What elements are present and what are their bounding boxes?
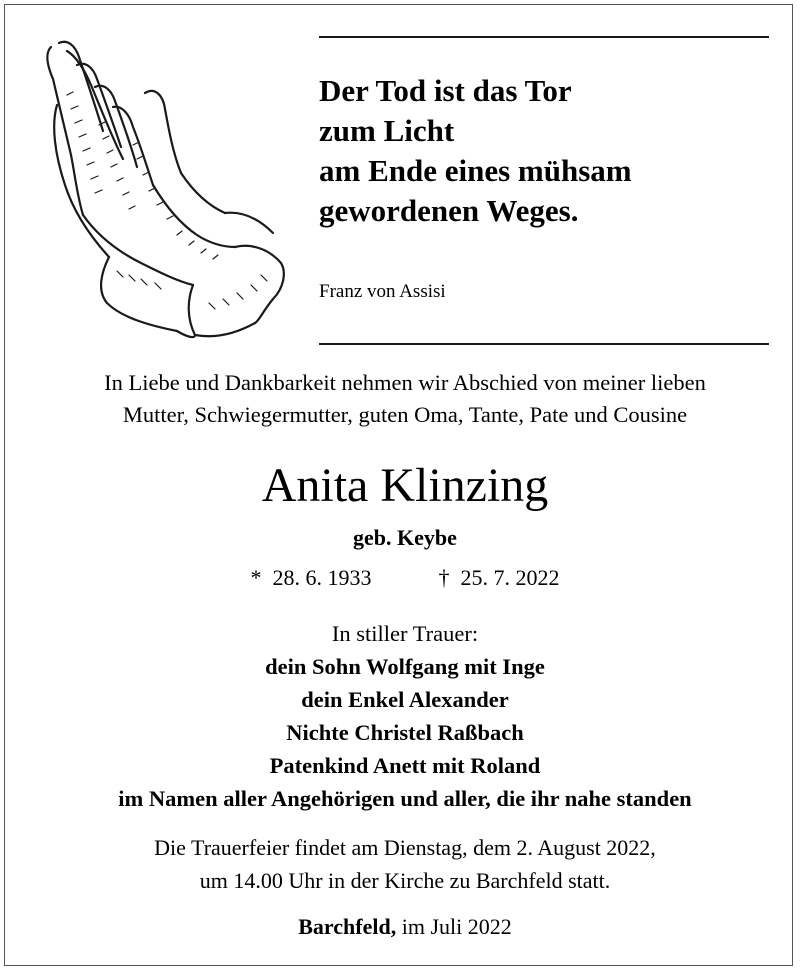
birth-date: 28. 6. 1933 xyxy=(272,565,372,590)
praying-hands-icon xyxy=(37,35,297,345)
top-divider xyxy=(319,36,769,38)
mourners-heading: In stiller Trauer: xyxy=(331,621,479,646)
intro-line: In Liebe und Dankbarkeit nehmen wir Abschied von meiner lieben xyxy=(104,370,706,395)
mourner-entry: Nichte Christel Raßbach xyxy=(286,720,524,745)
place-name: Barchfeld, xyxy=(298,914,397,939)
quote-line: zum Licht xyxy=(319,113,455,148)
birth-symbol: * xyxy=(250,565,262,590)
intro-line: Mutter, Schwiegermutter, guten Oma, Tante, Pate und Cousine xyxy=(122,402,688,427)
death-symbol: † xyxy=(438,565,450,590)
quote-text xyxy=(319,71,779,231)
deceased-name: Anita Klinzing xyxy=(261,459,549,512)
quote-line: am Ende eines mühsam xyxy=(319,153,632,188)
mourners-list xyxy=(5,617,800,815)
service-line: Die Trauerfeier findet am Dienstag, dem 2. August 2022, xyxy=(154,835,656,860)
quote-line: gewordenen Weges. xyxy=(319,193,579,228)
obituary-notice xyxy=(4,4,793,966)
death-date: 25. 7. 2022 xyxy=(460,565,560,590)
intro-text xyxy=(5,367,800,431)
service-line: um 14.00 Uhr in der Kirche zu Barchfeld statt. xyxy=(199,868,611,893)
quote-line: Der Tod ist das Tor xyxy=(319,73,572,108)
life-dates xyxy=(5,565,800,591)
birth-name: geb. Keybe xyxy=(353,525,457,550)
bottom-divider xyxy=(319,343,769,345)
service-info xyxy=(5,831,800,897)
mourner-entry: dein Enkel Alexander xyxy=(301,687,509,712)
mourner-entry: im Namen aller Angehörigen und aller, die ihr nahe standen xyxy=(118,786,692,811)
place-date xyxy=(5,914,800,940)
quote-author: Franz von Assisi xyxy=(319,281,446,302)
mourner-entry: Patenkind Anett mit Roland xyxy=(269,753,541,778)
mourner-entry: dein Sohn Wolfgang mit Inge xyxy=(265,654,545,679)
notice-date: im Juli 2022 xyxy=(396,914,512,939)
